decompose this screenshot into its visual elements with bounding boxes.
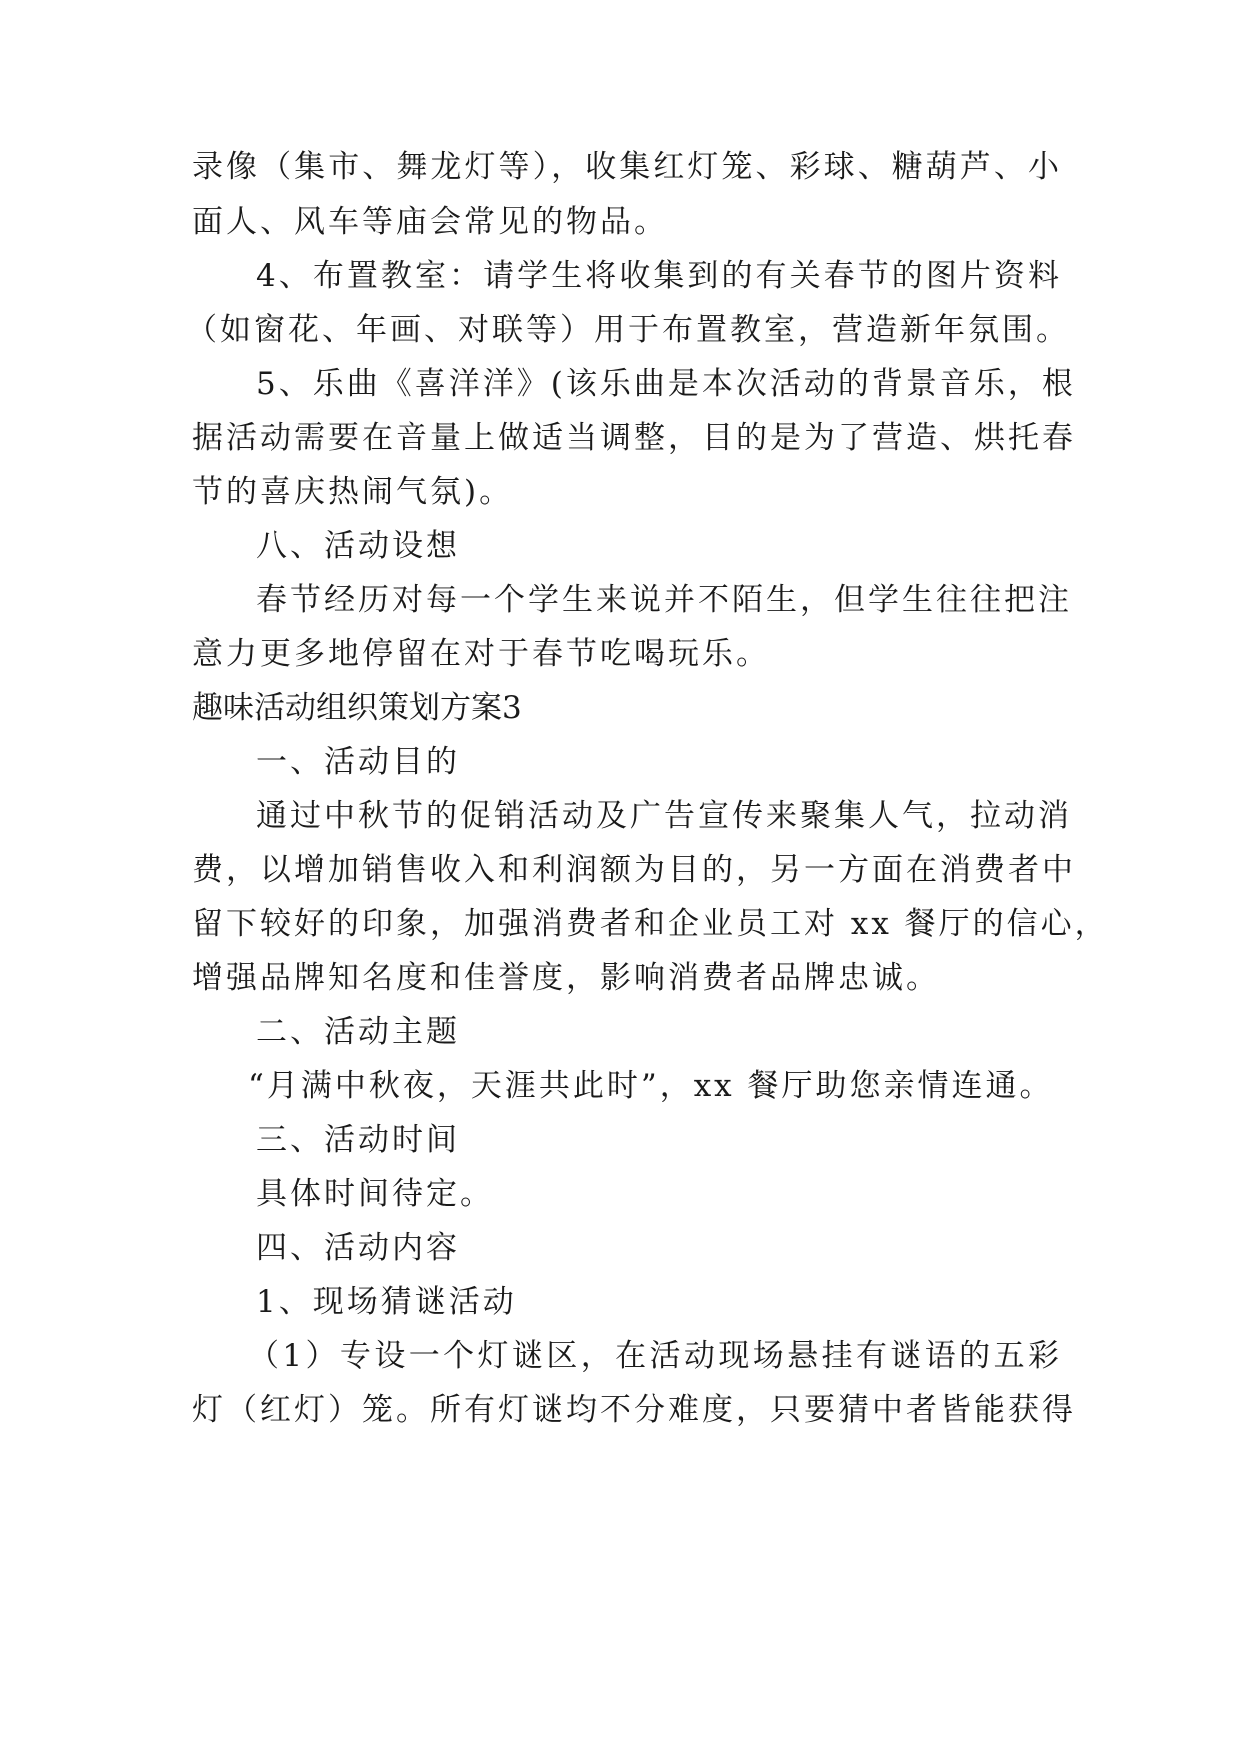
text-line: 意力更多地停留在对于春节吃喝玩乐。 bbox=[192, 636, 770, 672]
text-line: 节的喜庆热闹气氛)。 bbox=[192, 474, 514, 510]
section-heading: 四、活动内容 bbox=[256, 1230, 460, 1266]
document-title: 趣味活动组织策划方案3 bbox=[192, 690, 522, 726]
text-line: 据活动需要在音量上做适当调整，目的是为了营造、烘托春 bbox=[192, 420, 1076, 456]
text-line: “月满中秋夜，天涯共此时”，xx 餐厅助您亲情连通。 bbox=[248, 1068, 1054, 1104]
text-line: 录像（集市、舞龙灯等），收集红灯笼、彩球、糖葫芦、小 bbox=[192, 149, 1062, 185]
text-line: 春节经历对每一个学生来说并不陌生，但学生往往把注 bbox=[256, 582, 1072, 618]
text-line: 面人、风车等庙会常见的物品。 bbox=[192, 204, 668, 240]
text-line: 通过中秋节的促销活动及广告宣传来聚集人气，拉动消 bbox=[256, 798, 1072, 834]
subsection-heading: 1、现场猜谜活动 bbox=[256, 1284, 517, 1320]
section-heading: 二、活动主题 bbox=[256, 1014, 460, 1050]
text-line: 增强品牌知名度和佳誉度，影响消费者品牌忠诚。 bbox=[192, 960, 940, 996]
text-line: （1）专设一个灯谜区，在活动现场悬挂有谜语的五彩 bbox=[248, 1338, 1062, 1374]
section-heading: 八、活动设想 bbox=[256, 528, 460, 564]
text-line: 具体时间待定。 bbox=[256, 1176, 494, 1212]
section-heading: 三、活动时间 bbox=[256, 1122, 460, 1158]
text-line: 留下较好的印象，加强消费者和企业员工对 xx 餐厅的信心， bbox=[192, 906, 1109, 942]
text-line: 灯（红灯）笼。所有灯谜均不分难度，只要猜中者皆能获得 bbox=[192, 1392, 1076, 1428]
section-heading: 一、活动目的 bbox=[256, 744, 460, 780]
text-line: （如窗花、年画、对联等）用于布置教室，营造新年氛围。 bbox=[186, 312, 1070, 348]
text-line: 费，以增加销售收入和利润额为目的，另一方面在消费者中 bbox=[192, 852, 1076, 888]
text-line: 5、乐曲《喜洋洋》(该乐曲是本次活动的背景音乐，根 bbox=[256, 366, 1076, 402]
text-line: 4、布置教室：请学生将收集到的有关春节的图片资料 bbox=[256, 258, 1062, 294]
